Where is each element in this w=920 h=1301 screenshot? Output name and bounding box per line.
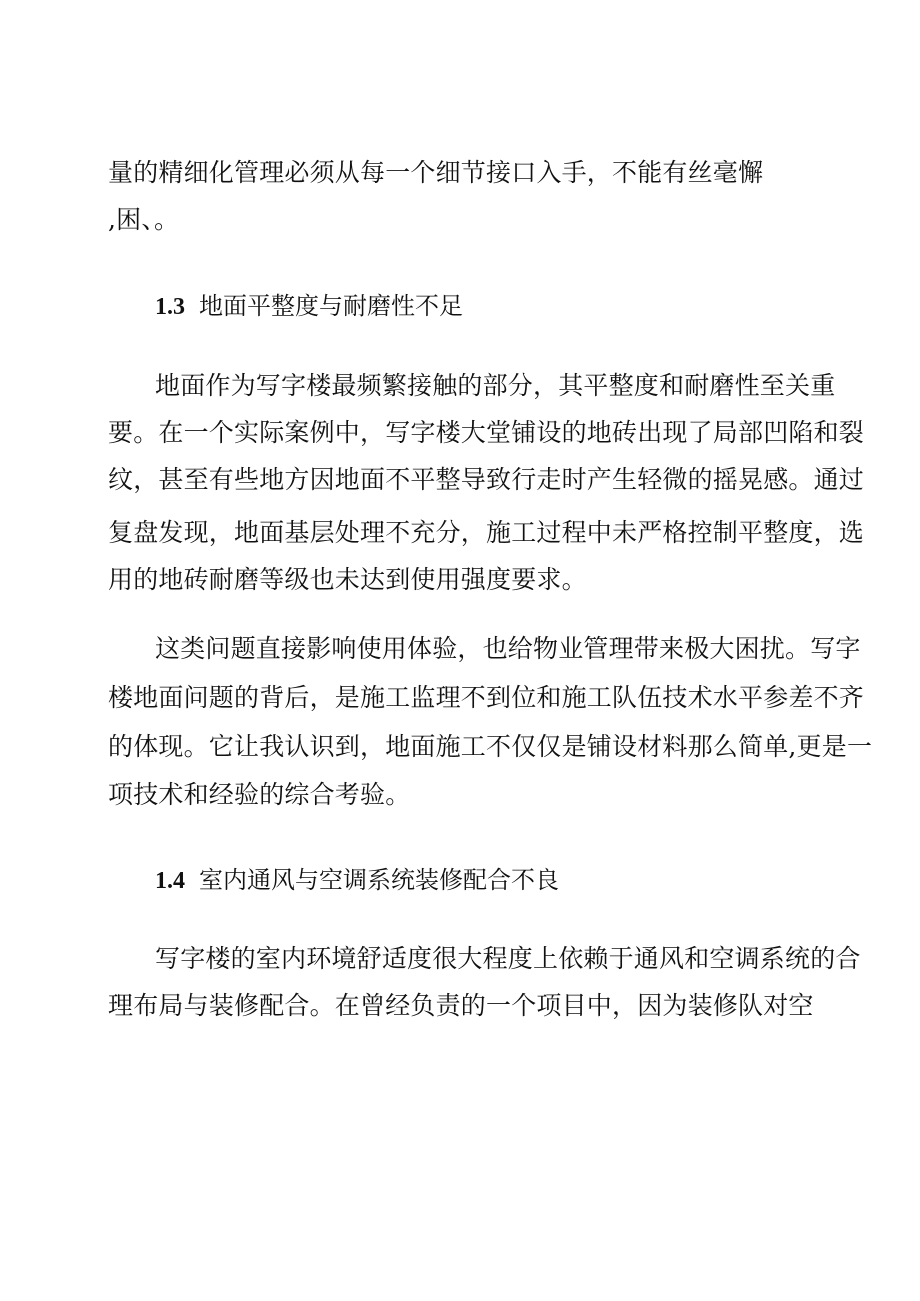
paragraph-line: 复盘发现，地面基层处理不充分，施工过程中未严格控制平整度，选	[108, 518, 865, 547]
paragraph-line: 用的地砖耐磨等级也未达到使用强度要求。	[108, 565, 587, 594]
paragraph-line: 的体现。它让我认识到，地面施工不仅仅是铺设材料那么简单,更是一	[108, 732, 873, 761]
section-heading-1-4	[155, 863, 559, 898]
intro-line-2: ,困、。	[108, 205, 180, 234]
section-title: 室内通风与空调系统装修配合不良	[199, 866, 559, 894]
paragraph-line: 项技术和经验的综合考验。	[108, 780, 411, 809]
paragraph-line: 楼地面问题的背后，是施工监理不到位和施工队伍技术水平参差不齐	[108, 683, 865, 712]
intro-line-1: 量的精细化管理必须从每一个细节接口入手，不能有丝毫懈	[108, 158, 764, 187]
paragraph-line: 纹，甚至有些地方因地面不平整导致行走时产生轻微的摇晃感。通过	[108, 465, 865, 494]
section-number: 1.3	[155, 294, 185, 320]
section-title: 地面平整度与耐磨性不足	[199, 292, 463, 320]
paragraph-line: 地面作为写字楼最频繁接触的部分，其平整度和耐磨性至关重	[155, 371, 836, 400]
paragraph-line: 理布局与装修配合。在曾经负责的一个项目中，因为装修队对空	[108, 991, 814, 1020]
section-number: 1.4	[155, 868, 185, 894]
paragraph-line: 要。在一个实际案例中，写字楼大堂铺设的地砖出现了局部凹陷和裂	[108, 418, 865, 447]
paragraph-line: 写字楼的室内环境舒适度很大程度上依赖于通风和空调系统的合	[155, 944, 861, 973]
section-heading-1-3	[155, 289, 463, 324]
paragraph-line: 这类问题直接影响使用体验，也给物业管理带来极大困扰。写字	[155, 634, 861, 663]
